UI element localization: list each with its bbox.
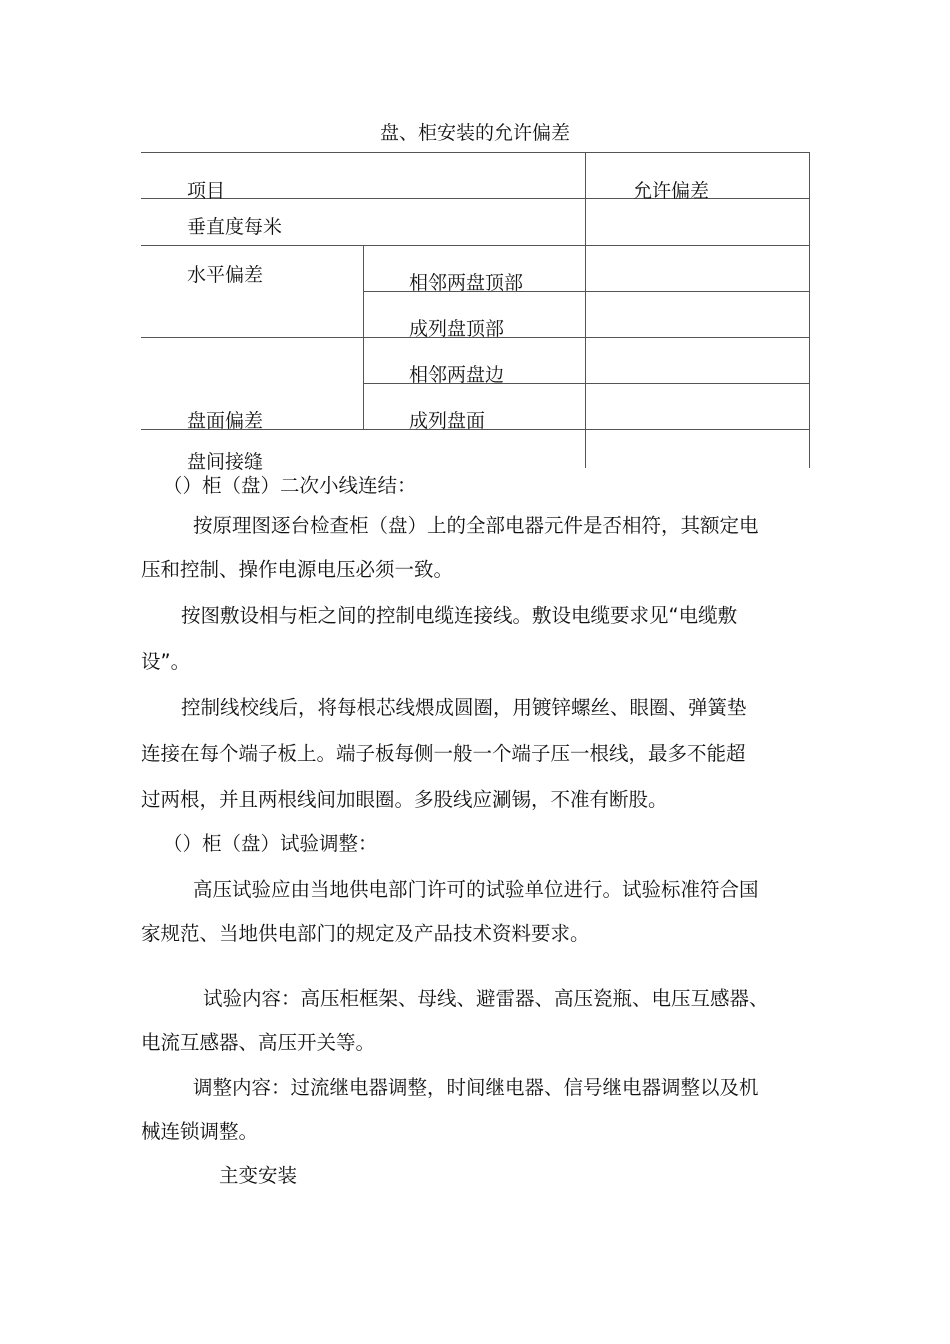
sub-adjacent-top: 相邻两盘顶部 <box>409 272 524 294</box>
paragraph-line: 试验内容：高压柜框架、母线、避雷器、高压瓷瓶、电压互感器、 <box>203 987 769 1010</box>
paragraph-line: 设”。 <box>141 650 191 673</box>
table-rule-vertical <box>585 152 586 468</box>
row-horizontal: 水平偏差 <box>187 264 264 286</box>
paragraph-line: 家规范、当地供电部门的规定及产品技术资料要求。 <box>141 922 590 945</box>
paragraph-line: 按原理图逐台检查柜（盘）上的全部电器元件是否相符，其额定电 <box>193 514 759 537</box>
paragraph-line: 压和控制、操作电源电压必须一致。 <box>141 558 454 581</box>
row-face: 盘面偏差 <box>187 410 264 432</box>
section-heading: （）柜（盘）二次小线连结： <box>163 474 417 497</box>
row-gap: 盘间接缝 <box>187 451 264 473</box>
section-heading: （）柜（盘）试验调整： <box>163 832 378 855</box>
sub-row-top: 成列盘顶部 <box>409 318 505 340</box>
table-rule-vertical <box>809 152 810 468</box>
paragraph-line: 高压试验应由当地供电部门许可的试验单位进行。试验标准符合国 <box>193 878 759 901</box>
section-heading: 主变安装 <box>219 1164 298 1187</box>
paragraph-line: 调整内容：过流继电器调整，时间继电器、信号继电器调整以及机 <box>193 1076 759 1099</box>
table-title: 盘、柜安装的允许偏差 <box>379 122 570 144</box>
table-rule-top <box>141 152 810 153</box>
paragraph-line: 按图敷设相与柜之间的控制电缆连接线。敷设电缆要求见“电缆敷 <box>181 604 738 627</box>
header-item: 项目 <box>187 180 226 202</box>
sub-row-face: 成列盘面 <box>409 410 486 432</box>
table-rule <box>141 245 810 246</box>
header-deviation: 允许偏差 <box>633 180 710 202</box>
paragraph-line: 控制线校线后，将每根芯线煨成圆圈，用镀锌螺丝、眼圈、弹簧垫 <box>181 696 747 719</box>
table-rule-vertical <box>363 245 364 429</box>
row-vertical: 垂直度每米 <box>187 216 283 238</box>
paragraph-line: 过两根，并且两根线间加眼圈。多股线应涮锡，不准有断股。 <box>141 788 668 811</box>
sub-adjacent-edge: 相邻两盘边 <box>409 364 505 386</box>
paragraph-line: 电流互感器、高压开关等。 <box>141 1031 376 1054</box>
paragraph-line: 连接在每个端子板上。端子板每侧一般一个端子压一根线，最多不能超 <box>141 742 746 765</box>
paragraph-line: 械连锁调整。 <box>141 1120 259 1143</box>
table-rule <box>141 198 810 199</box>
